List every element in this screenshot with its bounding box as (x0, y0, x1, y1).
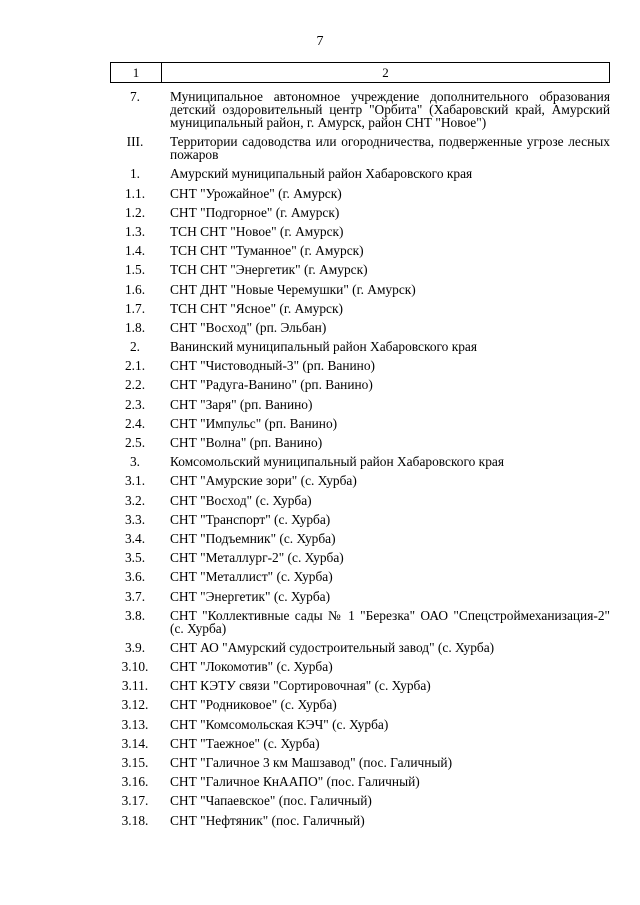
table-row (110, 417, 610, 430)
table-row (110, 590, 610, 603)
table-row (110, 244, 610, 257)
table-row (110, 340, 610, 353)
row-number: 2.2. (124, 377, 146, 393)
table-row (110, 513, 610, 526)
row-text: СНТ "Волна" (рп. Ванино) (170, 435, 323, 450)
row-number: 2.3. (124, 396, 146, 412)
table-row (110, 167, 610, 180)
table-row (110, 90, 610, 129)
row-number: 1.3. (124, 223, 146, 239)
row-text: ТСН СНТ "Ясное" (г. Амурск) (170, 300, 343, 316)
table-row (110, 641, 610, 654)
table-row (110, 263, 610, 276)
row-number: 3.4. (124, 530, 146, 546)
header-column-name: 2 (382, 65, 389, 80)
row-number: 3.6. (124, 569, 146, 585)
row-number: 2.1. (124, 358, 146, 374)
table-row (110, 302, 610, 315)
row-number: 3. (129, 454, 141, 470)
table-row (110, 660, 610, 673)
row-text: Территории садоводства или огородничества, подверженные угрозе лесных пожаров (170, 134, 610, 163)
table-row (110, 775, 610, 788)
row-number: 3.17. (121, 793, 149, 809)
row-text: СНТ "Подгорное" (г. Амурск) (170, 204, 340, 220)
row-text: СНТ "Энергетик" (с. Хурба) (170, 588, 331, 604)
row-number: 1.1. (124, 185, 146, 201)
table-row (110, 455, 610, 468)
row-number: 3.10. (121, 659, 149, 675)
row-number: 1.8. (124, 319, 146, 335)
row-text: СНТ "Коллективные сады № 1 "Березка" ОАО "Спецстроймеханизация-2" (с. Хурба) (170, 607, 610, 636)
row-number: 3.9. (124, 639, 146, 655)
table-row (110, 532, 610, 545)
table-row (110, 474, 610, 487)
row-number: 3.3. (124, 511, 146, 527)
row-text: СНТ "Локомотив" (с. Хурба) (170, 659, 333, 675)
table-row (110, 206, 610, 219)
row-number: 1.7. (124, 300, 146, 316)
row-number: 1.2. (124, 204, 146, 220)
table-row (110, 718, 610, 731)
row-text: СНТ "Подъемник" (с. Хурба) (170, 530, 336, 546)
row-text: СНТ "Заря" (рп. Ванино) (170, 396, 313, 412)
table-row (110, 814, 610, 827)
row-number: 3.2. (124, 492, 146, 508)
table-row (110, 756, 610, 769)
table-row (110, 698, 610, 711)
row-number: 2. (129, 339, 141, 355)
table-row (110, 321, 610, 334)
row-text: СНТ "Восход" (рп. Эльбан) (170, 319, 327, 335)
row-text: СНТ "Радуга-Ванино" (рп. Ванино) (170, 377, 373, 393)
row-number: 3.5. (124, 550, 146, 566)
table-row (110, 225, 610, 238)
row-text: ТСН СНТ "Энергетик" (г. Амурск) (170, 262, 368, 278)
row-text: СНТ "Галичное 3 км Машзавод" (пос. Галичный) (170, 755, 453, 770)
row-text: Муниципальное автономное учреждение дополнительного образования детский оздоровительный центр "Орбита" (Хабаровский край, Амурский муниципальный район, г. Амурск, район СНТ "Новое") (170, 89, 610, 130)
page-number: 7 (316, 34, 324, 49)
table-row (110, 609, 610, 635)
row-number: 2.5. (124, 435, 146, 450)
table-row (110, 679, 610, 692)
row-text: СНТ "Восход" (с. Хурба) (170, 492, 312, 508)
row-text: СНТ "Металлург-2" (с. Хурба) (170, 550, 344, 566)
row-text: СНТ "Галичное КнААПО" (пос. Галичный) (170, 774, 420, 790)
row-number: 3.16. (121, 774, 149, 790)
row-number: 3.14. (121, 735, 149, 751)
table-row (110, 737, 610, 750)
table-row (110, 398, 610, 411)
row-number: 3.15. (121, 755, 149, 770)
table-row (110, 187, 610, 200)
row-text: СНТ "Чапаевское" (пос. Галичный) (170, 793, 372, 809)
table-row (110, 436, 610, 449)
row-text: СНТ "Родниковое" (с. Хурба) (170, 697, 337, 713)
table-row (110, 570, 610, 583)
row-text: СНТ ДНТ "Новые Черемушки" (г. Амурск) (170, 281, 416, 297)
row-text: СНТ КЭТУ связи "Сортировочная" (с. Хурба) (170, 678, 431, 694)
row-number: 7. (129, 89, 141, 104)
row-number: III. (126, 134, 144, 150)
row-text: СНТ "Нефтяник" (пос. Галичный) (170, 812, 365, 828)
row-number: 3.1. (124, 473, 146, 489)
row-text: ТСН СНТ "Туманное" (г. Амурск) (170, 243, 364, 259)
table-row (110, 551, 610, 564)
row-text: СНТ "Чистоводный-3" (рп. Ванино) (170, 358, 375, 374)
row-number: 3.18. (121, 812, 149, 828)
table-row (110, 378, 610, 391)
row-text: СНТ "Металлист" (с. Хурба) (170, 569, 333, 585)
row-text: СНТ "Транспорт" (с. Хурба) (170, 511, 331, 527)
row-number: 2.4. (124, 415, 146, 431)
row-number: 3.13. (121, 716, 149, 732)
table-header (110, 62, 610, 83)
row-text: ТСН СНТ "Новое" (г. Амурск) (170, 223, 344, 239)
table-row (110, 135, 610, 161)
table-row (110, 794, 610, 807)
row-text: Амурский муниципальный район Хабаровского края (170, 166, 473, 182)
table-row (110, 359, 610, 372)
row-text: СНТ "Таежное" (с. Хурба) (170, 735, 320, 751)
row-number: 1. (129, 166, 141, 182)
row-number: 3.11. (121, 678, 149, 694)
row-text: Ванинский муниципальный район Хабаровского края (170, 339, 478, 355)
table-body (110, 90, 610, 833)
table-row (110, 283, 610, 296)
row-text: Комсомольский муниципальный район Хабаровского края (170, 454, 504, 470)
row-text: СНТ "Импульс" (рп. Ванино) (170, 415, 338, 431)
row-number: 1.5. (124, 262, 146, 278)
row-number: 3.7. (124, 588, 146, 604)
row-number: 1.4. (124, 243, 146, 259)
row-text: СНТ "Амурские зори" (с. Хурба) (170, 473, 357, 489)
row-text: СНТ АО "Амурский судостроительный завод" (с. Хурба) (170, 639, 495, 655)
header-column-number: 1 (111, 63, 162, 82)
row-number: 3.12. (121, 697, 149, 713)
row-text: СНТ "Урожайное" (г. Амурск) (170, 185, 342, 201)
table-row (110, 494, 610, 507)
row-text: СНТ "Комсомольская КЭЧ" (с. Хурба) (170, 716, 389, 732)
row-number: 3.8. (124, 607, 146, 623)
row-number: 1.6. (124, 281, 146, 297)
